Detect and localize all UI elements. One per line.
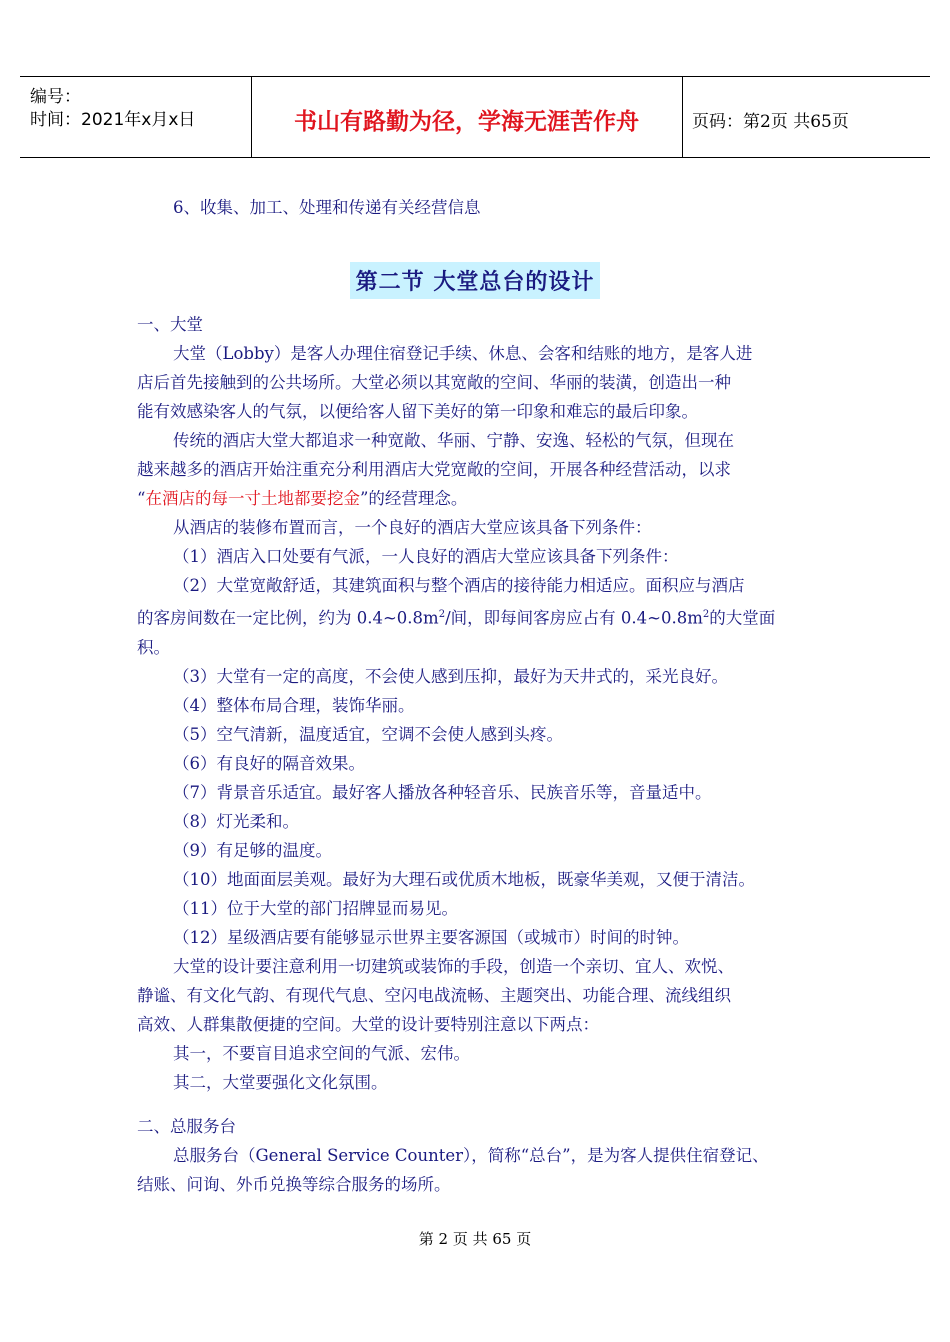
condition-item: （4）整体布局合理，装饰华丽。: [173, 695, 415, 715]
page-label: 页码：第2页 共65页: [692, 112, 849, 132]
lobby-p1-line: 店后首先接触到的公共场所。大堂必须以其宽敞的空间、华丽的装潢，创造出一种: [137, 373, 731, 392]
condition-item: （12）星级酒店要有能够显示世界主要客源国（或城市）时间的时钟。: [173, 927, 689, 947]
counter-section: [137, 1112, 827, 1199]
lobby-p2-line: 传统的酒店大堂大都追求一种宽敞、华丽、宁静、安逸、轻松的气氛，但现在: [173, 431, 734, 450]
condition-item: （3）大堂有一定的高度，不会使人感到压抑，最好为天井式的，采光良好。: [173, 666, 728, 686]
sup-2: 2: [702, 609, 710, 620]
section-body: [137, 310, 827, 1097]
counter-heading: 二、总服务台: [137, 1117, 236, 1136]
area-text-a: 的客房间数在一定比例，约为 0.4~0.8m: [137, 608, 439, 628]
highlighted-phrase: 在酒店的每一寸土地都要挖金: [145, 489, 360, 508]
condition-item: （2）大堂宽敞舒适，其建筑面积与整个酒店的接待能力相适应。面积应与酒店: [173, 576, 745, 595]
area-text-b: /间，即每间客房应占有 0.4~0.8m: [445, 608, 703, 628]
counter-p1-line: 结账、问询、外币兑换等综合服务的场所。: [137, 1175, 451, 1194]
condition-item: （5）空气清新，温度适宜，空调不会使人感到头疼。: [173, 724, 563, 744]
page-header: [20, 76, 930, 158]
section-title: 第二节 大堂总台的设计: [350, 262, 601, 299]
lobby-heading: 一、大堂: [137, 315, 203, 334]
area-text-c: 的大堂面: [709, 608, 776, 628]
number-label: 编号：: [30, 87, 81, 107]
lobby-p1-line: 能有效感染客人的气氛，以便给客人留下美好的第一印象和难忘的最后印象。: [137, 402, 698, 421]
condition-item: （7）背景音乐适宜。最好客人播放各种轻音乐、民族音乐等，音量适中。: [173, 782, 712, 802]
counter-p1-line: 总服务台（General Service Counter），简称“总台”，是为客人提供住宿登记、: [173, 1146, 769, 1165]
condition-item: （11）位于大堂的部门招牌显而易见。: [173, 898, 458, 918]
motto: 书山有路勤为径，学海无涯苦作舟: [294, 109, 639, 135]
header-left-cell: [20, 77, 252, 157]
quote-close: ”的经营理念。: [359, 489, 468, 508]
time-label: 时间：2021年x月x日: [30, 110, 196, 130]
lobby-p2-line: 越来越多的酒店开始注重充分利用酒店大党宽敞的空间，开展各种经营活动，以求: [137, 460, 731, 479]
condition-item: （6）有良好的隔音效果。: [173, 753, 365, 773]
sup-2: 2: [438, 609, 446, 620]
condition-item-cont: [137, 600, 827, 633]
page-footer: 第 2 页 共 65 页: [418, 1230, 532, 1248]
condition-item: （9）有足够的温度。: [173, 840, 332, 860]
header-page-cell: [682, 77, 930, 157]
lobby-p4-line: 静谧、有文化气韵、有现代气息、空闪电战流畅、主题突出、功能合理、流线组织: [137, 985, 731, 1005]
condition-item: （8）灯光柔和。: [173, 811, 299, 831]
condition-item-cont: 积。: [137, 637, 170, 657]
point-2: 其二，大堂要强化文化氛围。: [173, 1072, 388, 1092]
condition-item: （10）地面面层美观。最好为大理石或优质木地板，既豪华美观，又便于清洁。: [173, 869, 755, 889]
intro-item: 6、收集、加工、处理和传递有关经营信息: [173, 198, 481, 217]
lobby-p4-line: 高效、人群集散便捷的空间。大堂的设计要特别注意以下两点：: [137, 1014, 599, 1034]
condition-item: （1）酒店入口处要有气派，一人良好的酒店大堂应该具备下列条件：: [173, 547, 679, 566]
header-motto-cell: [251, 77, 683, 157]
lobby-p2-line-quote: [137, 484, 827, 513]
lobby-p1-line: 大堂（Lobby）是客人办理住宿登记手续、休息、会客和结账的地方，是客人进: [173, 344, 753, 363]
quote-open: “: [137, 489, 146, 508]
intro-block: [137, 193, 827, 222]
lobby-p3: 从酒店的装修布置而言，一个良好的酒店大堂应该具备下列条件：: [173, 518, 652, 537]
point-1: 其一，不要盲目追求空间的气派、宏伟。: [173, 1043, 470, 1063]
section-title-wrap: [0, 262, 950, 299]
lobby-p4-line: 大堂的设计要注意利用一切建筑或装饰的手段，创造一个亲切、宜人、欢悦、: [173, 956, 734, 976]
